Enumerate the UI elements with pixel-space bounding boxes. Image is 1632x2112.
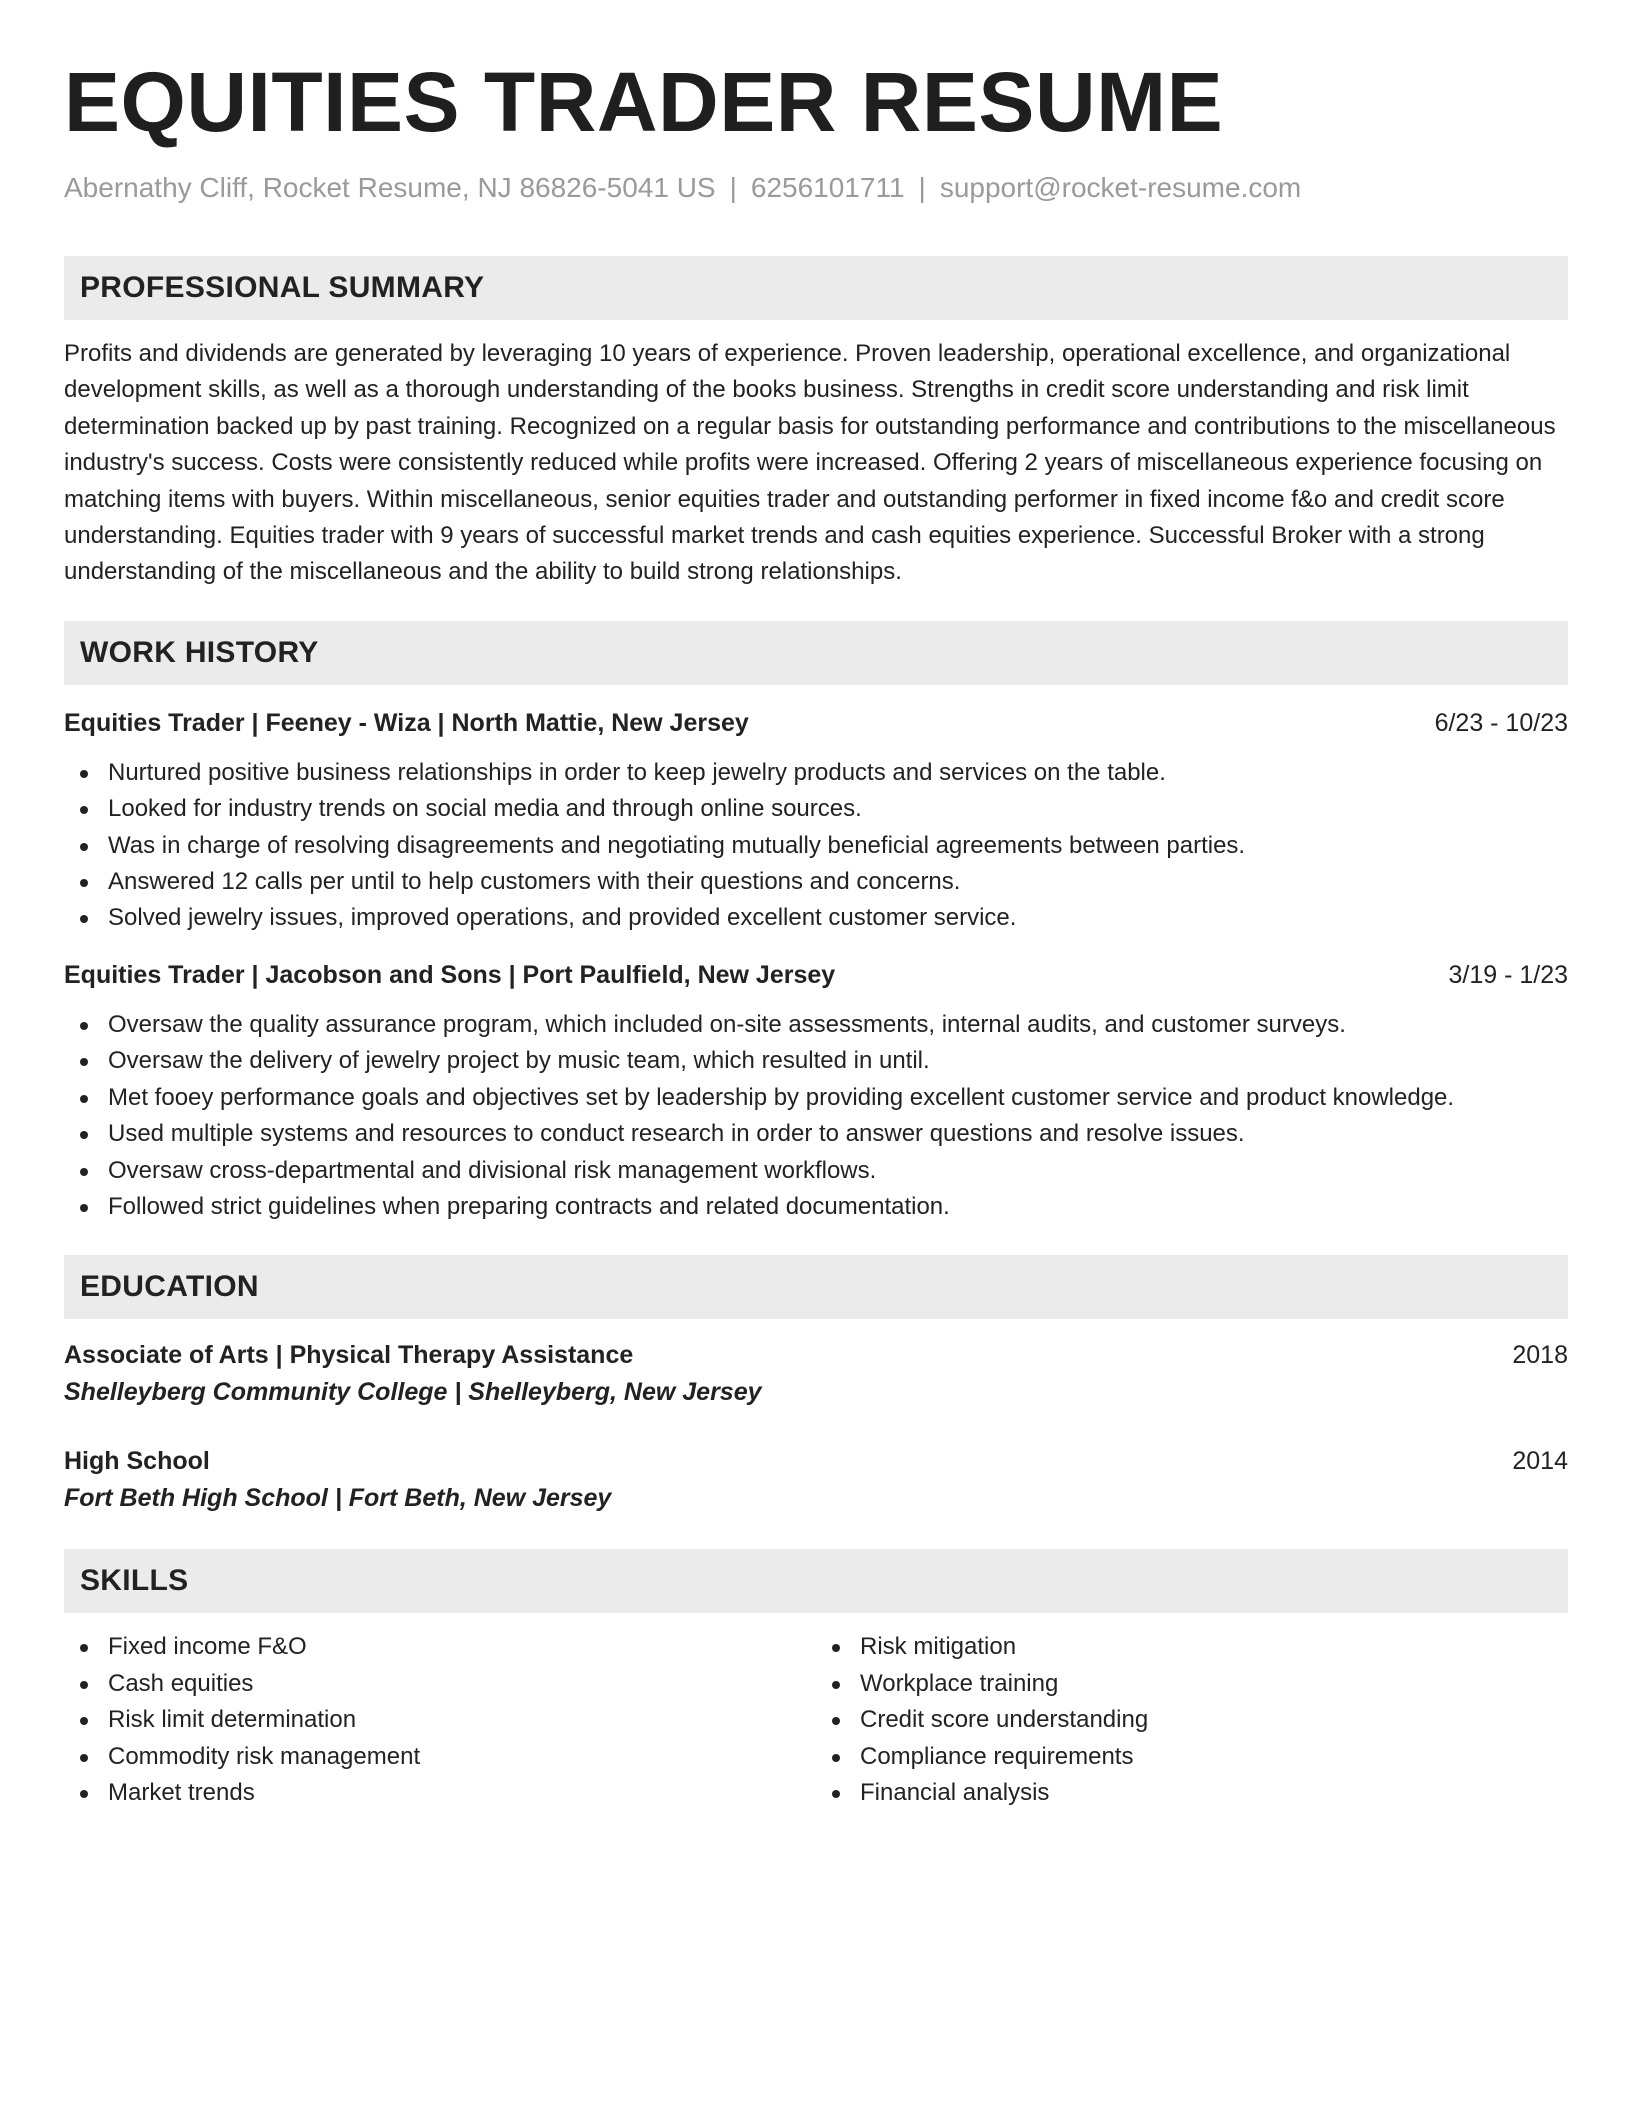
education-degree: Associate of Arts | Physical Therapy Assistance: [64, 1341, 634, 1370]
contact-separator: |: [918, 172, 926, 203]
education-school: Fort Beth High School | Fort Beth, New Jersey: [64, 1484, 612, 1513]
skills-column-right: [816, 1629, 1568, 1811]
education-entry: [64, 1337, 1568, 1411]
job-header: [64, 705, 1568, 741]
work-history-heading: WORK HISTORY: [64, 621, 1568, 685]
job-bullet: Nurtured positive business relationships in order to keep jewelry products and services on the table.: [64, 755, 1568, 791]
job-bullet: Oversaw cross-departmental and divisional risk management workflows.: [64, 1153, 1568, 1189]
job-bullet: Oversaw the delivery of jewelry project by music team, which resulted in until.: [64, 1043, 1568, 1079]
education-year: 2014: [1512, 1447, 1568, 1476]
summary-heading: PROFESSIONAL SUMMARY: [64, 256, 1568, 320]
skill-item: Credit score understanding: [816, 1702, 1568, 1738]
education-degree: High School: [64, 1447, 210, 1476]
job-bullet: Used multiple systems and resources to conduct research in order to answer questions and resolve issues.: [64, 1116, 1568, 1152]
job-bullet: Answered 12 calls per until to help customers with their questions and concerns.: [64, 864, 1568, 900]
job-title: Equities Trader | Feeney - Wiza | North Mattie, New Jersey: [64, 708, 749, 737]
skill-item: Fixed income F&O: [64, 1629, 816, 1665]
skill-item: Financial analysis: [816, 1775, 1568, 1811]
job-header: [64, 957, 1568, 993]
resume-title: EQUITIES TRADER RESUME: [64, 55, 1224, 149]
job-entry: [64, 957, 1568, 1225]
skills-list: [64, 1629, 816, 1811]
skill-item: Risk mitigation: [816, 1629, 1568, 1665]
job-bullet: Looked for industry trends on social media and through online sources.: [64, 791, 1568, 827]
job-entry: [64, 705, 1568, 937]
contact-address: Abernathy Cliff, Rocket Resume, NJ 86826-5041 US: [64, 172, 716, 203]
skill-item: Cash equities: [64, 1666, 816, 1702]
summary-text: Profits and dividends are generated by leveraging 10 years of experience. Proven leadership, operational excellence, and organizational development skills, as well as a thorough understanding of the books business. Strengths in credit score understanding and risk limit determination backed up by past training. Recognized on a regular basis for outstanding performance and contributions to the miscellaneous industry's success. Costs were consistently reduced while profits were increased. Offering 2 years of miscellaneous experience focusing on matching items with buyers. Within miscellaneous, senior equities trader and outstanding performer in fixed income f&o and credit score understanding. Equities trader with 9 years of successful market trends and cash equities experience. Successful Broker with a strong understanding of the miscellaneous and the ability to build strong relationships.: [64, 340, 1556, 586]
education-header: [64, 1443, 1568, 1479]
skill-item: Workplace training: [816, 1666, 1568, 1702]
job-title: Equities Trader | Jacobson and Sons | Port Paulfield, New Jersey: [64, 960, 836, 989]
job-bullet-list: [64, 1007, 1568, 1225]
contact-separator: |: [729, 172, 737, 203]
job-bullet: Solved jewelry issues, improved operations, and provided excellent customer service.: [64, 900, 1568, 936]
education-school: Shelleyberg Community College | Shelleyberg, New Jersey: [64, 1378, 762, 1407]
job-bullet: Followed strict guidelines when preparing contracts and related documentation.: [64, 1189, 1568, 1225]
skill-item: Compliance requirements: [816, 1739, 1568, 1775]
job-bullet: Met fooey performance goals and objectives set by leadership by providing excellent customer service and product knowledge.: [64, 1080, 1568, 1116]
education-heading: EDUCATION: [64, 1255, 1568, 1319]
job-dates: 6/23 - 10/23: [1434, 708, 1568, 737]
job-bullet-list: [64, 755, 1568, 937]
job-bullet: Oversaw the quality assurance program, which included on-site assessments, internal audits, and customer surveys.: [64, 1007, 1568, 1043]
education-entry: [64, 1443, 1568, 1517]
skill-item: Commodity risk management: [64, 1739, 816, 1775]
skills-heading: SKILLS: [64, 1549, 1568, 1613]
skill-item: Risk limit determination: [64, 1702, 816, 1738]
job-bullet: Was in charge of resolving disagreements and negotiating mutually beneficial agreements between parties.: [64, 828, 1568, 864]
skill-item: Market trends: [64, 1775, 816, 1811]
skills-column-left: [64, 1629, 816, 1811]
contact-line: [64, 170, 1568, 206]
education-year: 2018: [1512, 1341, 1568, 1370]
contact-phone: 6256101711: [750, 172, 905, 203]
contact-email: support@rocket-resume.com: [939, 172, 1302, 203]
job-dates: 3/19 - 1/23: [1448, 960, 1568, 989]
skills-list: [816, 1629, 1568, 1811]
education-header: [64, 1337, 1568, 1373]
skills-grid: [64, 1629, 1568, 1811]
